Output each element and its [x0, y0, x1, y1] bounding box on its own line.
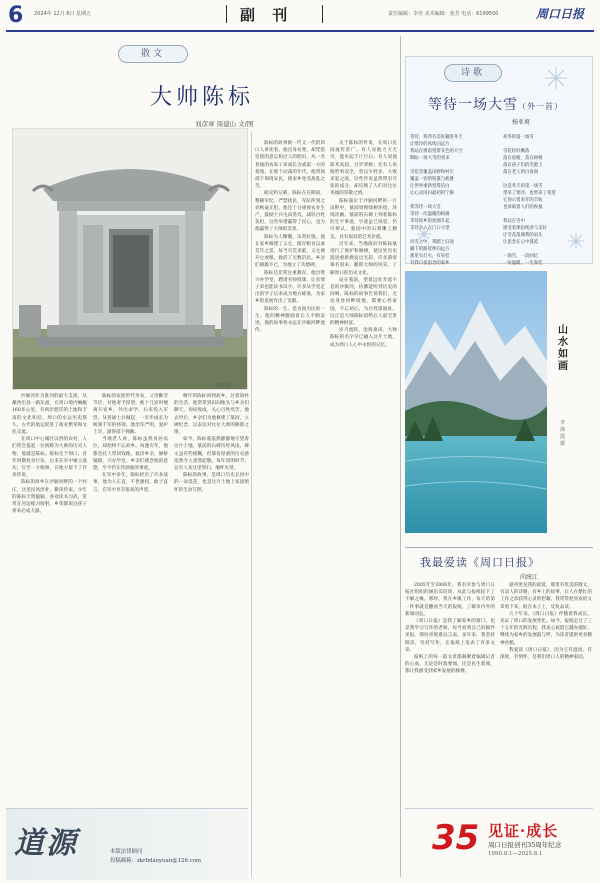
header-rule [6, 30, 594, 32]
article-column-2 [93, 393, 168, 801]
poem-title [428, 94, 563, 114]
poem-left-column [410, 134, 500, 267]
paragraph: 近年来，当地政府对陈标墓进行了保护和修缮，使这处历史遗迹重新焕发出光彩。许多游客慕名而来，瞻仰大帅的风采，了解周口的历史文化。 [330, 241, 397, 276]
landscape-credit: 李海霞 摄 [560, 420, 566, 447]
section-divider [400, 36, 401, 877]
section-rule [405, 547, 593, 548]
page-number: 6 [8, 3, 24, 28]
poem-line: 脚下的路延伸向远方 [410, 247, 450, 252]
poem-line: 让思念在心中蔓延 [503, 240, 539, 245]
article-column-1 [12, 393, 87, 801]
poem-right-column [503, 134, 589, 267]
prose-category-tag: 散文 [118, 45, 188, 63]
poem-line: 感受着那份纯净与美好 [503, 226, 547, 231]
poem-line: 初冬的第一场雪 [503, 135, 534, 140]
poem-line: 那里有灯火，有牵挂 [410, 254, 450, 259]
header-divider [322, 5, 323, 23]
paragraph: 陈标的家族世代务农，父母勤劳节俭，对他寄予厚望。他十几岁时便离开家乡，外出求学，后来投入军营，从普通士兵做起，一步步成长为统领千军的将领。他治军严明，爱护士卒，深得部下拥戴。 [93, 394, 168, 436]
poem-line: 等待亲人在门口守望 [410, 226, 450, 231]
poem-category-tag: 诗歌 [444, 64, 502, 82]
article-column-5 [330, 140, 397, 883]
poem-line [503, 176, 589, 183]
section-title: 副 刊 [240, 6, 294, 24]
paragraph: 在军中多年，陈标经历了许多战事，他为人正直，不畏强权，敢于直言，在军中享有很高的声望。 [93, 473, 168, 493]
paragraph: 岁月流转，沧海桑田，大帅陈标的名字早已融入这片土地，成为周口人心中永恒的记忆。 [330, 328, 397, 348]
paragraph: 如今，陈标墓依然静静地守望着这片土地。墓前的石碑历经风雨，碑文虽有些模糊，但那份厚重的历史感依然令人肃然起敬。每年清明时节，总有人来这里祭扫，缅怀先贤。 [174, 437, 249, 472]
poem-line: 覆盖一切的喧嚣与疲惫 [410, 177, 454, 182]
favorite-author: 尚统江 [520, 574, 539, 581]
poem-line: 让雪花落满我的肩头 [503, 233, 543, 238]
poem-line: 带来了寒冷，也带来了希望 [503, 191, 556, 196]
poem-line: 让世界重新变得洁白 [410, 184, 450, 189]
paragraph: 陈标为人慷慨，乐善好施。他在家乡修建了义仓，储存粮食以备荒年之需。每当灾荒来临，义仓便开仓放粮，救活了无数饥民。乡亲们感激不已，为他立了功德碑。 [255, 234, 325, 269]
poem-line: 期盼一场大雪的到来 [410, 156, 450, 161]
paragraph: 2005年至2006年，我有幸参与周口日报社组织的通讯员培训，从此与报纸结下了不解之缘。那时，我在乡镇工作，每天的第一件事就是翻看当天的报纸，了解市内外的新闻动态。 [405, 583, 495, 617]
issue-date: 2024年 12月 6日 星期五 [34, 11, 92, 17]
column-divider [251, 132, 252, 877]
landscape-photo [405, 271, 547, 533]
legal-advisor: 本版法律顾问 [110, 849, 143, 855]
landscape-title: 山水如画 [558, 325, 568, 372]
paragraph: 据史料记载，陈标在任期间，整顿军纪，严禁扰民，军队所到之处秋毫无犯。他还十分重视农业生产，鼓励士兵屯田垦荒，减轻百姓负担。这些举措赢得了民心，也为他赢得了大帅的美誉。 [255, 191, 325, 233]
article-column-4 [255, 140, 325, 883]
poem-line: 落在老人的白发间 [503, 170, 539, 175]
paragraph: 副刊更是我的最爱，那里有优美的散文，有动人的诗歌，有乡土的故事，让人在繁忙的工作之余获得心灵的慰藉。我常常把喜欢的文章剪下来，贴在本子上，反复品读。 [500, 583, 592, 610]
poem-line [410, 162, 500, 169]
mountain-lake-illustration [405, 271, 547, 533]
paragraph: 我爱读《周口日报》，因为它有温度、有深度、有情怀，是我们周口人的精神家园。 [500, 647, 592, 661]
paragraph: 陈标的故事被一代又一代的周口人讲述着。他出身贫寒，却凭借坚韧的意志和过人的胆识，从一名普通的农家子弟成长为威震一方的将领。在那个动荡的年代，他带领部下保境安民，使家乡免受战乱之苦。 [255, 141, 325, 190]
poem-title-suffix: （外一首） [518, 102, 563, 111]
poem-author: 杨亚爽 [512, 119, 531, 126]
paragraph: 陈标还非常注重教育，他出资兴办学堂，聘请名师授课，让贫寒子弟也能读书识字。许多从学堂走出的学子后来成为地方栋梁，为家乡的发展作出了贡献。 [255, 270, 325, 305]
poem-line: 让寒冷的风吹向远方 [410, 142, 450, 147]
poem-line [410, 197, 500, 204]
poem-line: 我等待一场大雪 [410, 205, 441, 210]
banner-title: 道源 [14, 826, 78, 861]
poem-line: 雪花会覆盖田野和村庄 [410, 170, 454, 175]
poem-line: 有我日夜思念的家乡 [410, 261, 450, 266]
submission-email: 投稿邮箱：zkrbdaoyuan@126.com [110, 858, 201, 864]
paragraph: 沙颍河作为淮河的最大支流，从漯西出县一路东流，在周口境内蜿蜒160多公里，有两岸肥沃的土地和丰富的文化积淀。周口的水运历史悠久，古代的航运促进了商业繁荣和文化交流。 [12, 394, 87, 436]
paragraph: 陈标的故乡在沙颍河畔的一个村庄，这里民风淳朴，耕读传家。少年的陈标天资聪颖，喜欢读书习武，常常在河边练习骑射，乡邻都说这孩子将来必成大器。 [12, 480, 87, 515]
poem-line: 一场雪，一段回忆 [503, 254, 539, 259]
paragraph: 报纸上的每一篇文章都凝聚着编辑记者的心血，无论是时政要闻，还是民生新闻，都让我感受到家乡发展的脉搏。 [405, 655, 495, 675]
anniversary-dates: 1990.8.1—2025.8.1 [488, 851, 543, 857]
poem-line: 它预示着来年的丰收 [503, 198, 543, 203]
poem-line: 等待一次温暖的相遇 [410, 212, 450, 217]
poem-line [503, 246, 589, 253]
paragraph: 陈标的故事，是周口历史长河中的一朵浪花，也是这片土地上家国情怀的生动写照。 [174, 473, 249, 493]
paragraph: 陈标的一生，是为国为民的一生。他的精神激励着后人不断奋进，他的故事将永远在沙颍河畔流传。 [255, 306, 325, 334]
paragraph: 关于陈标的传说，在周口民间流传甚广。有人说他力大无穷，能举起千斤巨石；有人说他箭术高超，百步穿杨；还有人说他智勇双全，曾以少胜多，大败来犯之敌。这些传说虽然带有夸张的成分，却反映了人们对这位英雄的崇敬之情。 [330, 141, 397, 197]
poem-line: 等待故乡的炊烟升起 [410, 219, 450, 224]
paragraph: 陈标墓位于沙颍河畔的一片田野中，墓园周围绿树环绕，环境清幽。墓前的石碑上刻着陈标的生平事迹，字迹虽已斑驳，仍可辨认。墓园中的石刻雕工精美，具有很高的艺术价值。 [330, 198, 397, 240]
paragraph: 在周口中心城区以西的农村，人们常会提起一位被称为大帅的历史人物，他就是陈标。陈标生于周口，青年时期投身行伍，后来在军中屡立战功，官至一方统帅，在地方留下了许多传说。 [12, 437, 87, 479]
poem-line: 雪花轻轻飘落 [503, 149, 530, 154]
favorite-title: 我最爱读《周口日报》 [420, 556, 540, 569]
poem-line: 一份温暖，一生眷恋 [503, 261, 543, 266]
poem-line: 落在屋檐，落在树梢 [503, 156, 543, 161]
paragraph: 晚年的陈标回到故乡，过着简朴的生活。他常常到田间地头与乡亲们聊天，询问收成，关心百姓疾苦。他去世后，乡亲们为他修建了墓园，立碑纪念，以表达对这位大帅的敬仰之情。 [174, 394, 249, 436]
poem-line: 落在孩子们的笑脸上 [503, 163, 543, 168]
poem-line [503, 211, 589, 218]
poem-line: 让心灵回归最初的宁静 [410, 191, 454, 196]
poem-line [503, 141, 589, 148]
poem-line: 等待，将所有美好藏进冬天 [410, 135, 463, 140]
poem-line: 风雪之中，我踏上归途 [410, 240, 454, 245]
paragraph: 几十年来，《周口日报》伴随着我成长，见证了周口的发展变化。如今，报纸走过了三十五年的光辉历程，我衷心祝愿它越办越好，继续为家乡的发展鼓与呼，为读者提供更多精神食粮。 [500, 611, 592, 646]
poem-line: 也承载着人们的祝福 [503, 205, 543, 210]
poem-title-main: 等待一场大雪 [428, 97, 518, 113]
anniversary-slogan: 见证·成长 [488, 822, 559, 840]
poem-line: 我站在窗前望着灰色的天空 [410, 149, 463, 154]
paragraph: 当地老人讲，陈标虽然身居高位，却始终不忘故乡。每逢灾年，他都会托人带回钱粮，救济乡亲，修桥铺路，兴办学堂。乡亲们感念他的恩德，至今仍在传颂他的事迹。 [93, 437, 168, 472]
anniversary-number: 35 [432, 818, 480, 858]
photo-caption: 陈标墓 [216, 383, 232, 389]
header-divider [226, 5, 227, 23]
tomb-photo [12, 128, 248, 390]
banner-info [110, 848, 201, 866]
poem-line [410, 232, 500, 239]
newspaper-logo: 周口日报 [536, 7, 585, 21]
favorite-column-1 [405, 582, 495, 806]
paragraph: 《周口日报》是我了解家乡的窗口，也是我学习写作的老师。每当看到自己的稿件见报，那份喜悦难以言表。多年来，我坚持阅读，坚持写作，在报纸上发表了许多文章。 [405, 619, 495, 653]
editor-credits: 责任编辑：李佳 美术编辑：张芳 电话：6199500 [388, 11, 499, 17]
poem-line: 这是冬天的第一场雪 [503, 184, 543, 189]
article-byline: 刘彦章 周建山 文/图 [195, 120, 254, 128]
article-title: 大帅陈标 [150, 85, 255, 110]
section-rule [405, 808, 593, 809]
poem-line: 我站在雪中 [503, 219, 525, 224]
article-column-3 [174, 393, 249, 801]
paragraph: 站在墓前，望着远处奔流不息的沙颍河，仿佛能听到历史的回响。陈标的故事告诉我们，无论身处何种境地，都要心怀家国，不忘初心，为百姓谋福祉。这正是大帅陈标留给后人最宝贵的精神财富。 [330, 277, 397, 327]
favorite-column-2 [500, 582, 592, 806]
anniversary-name: 周口日报创刊35周年纪念 [488, 841, 562, 849]
tomb-illustration [13, 129, 248, 390]
